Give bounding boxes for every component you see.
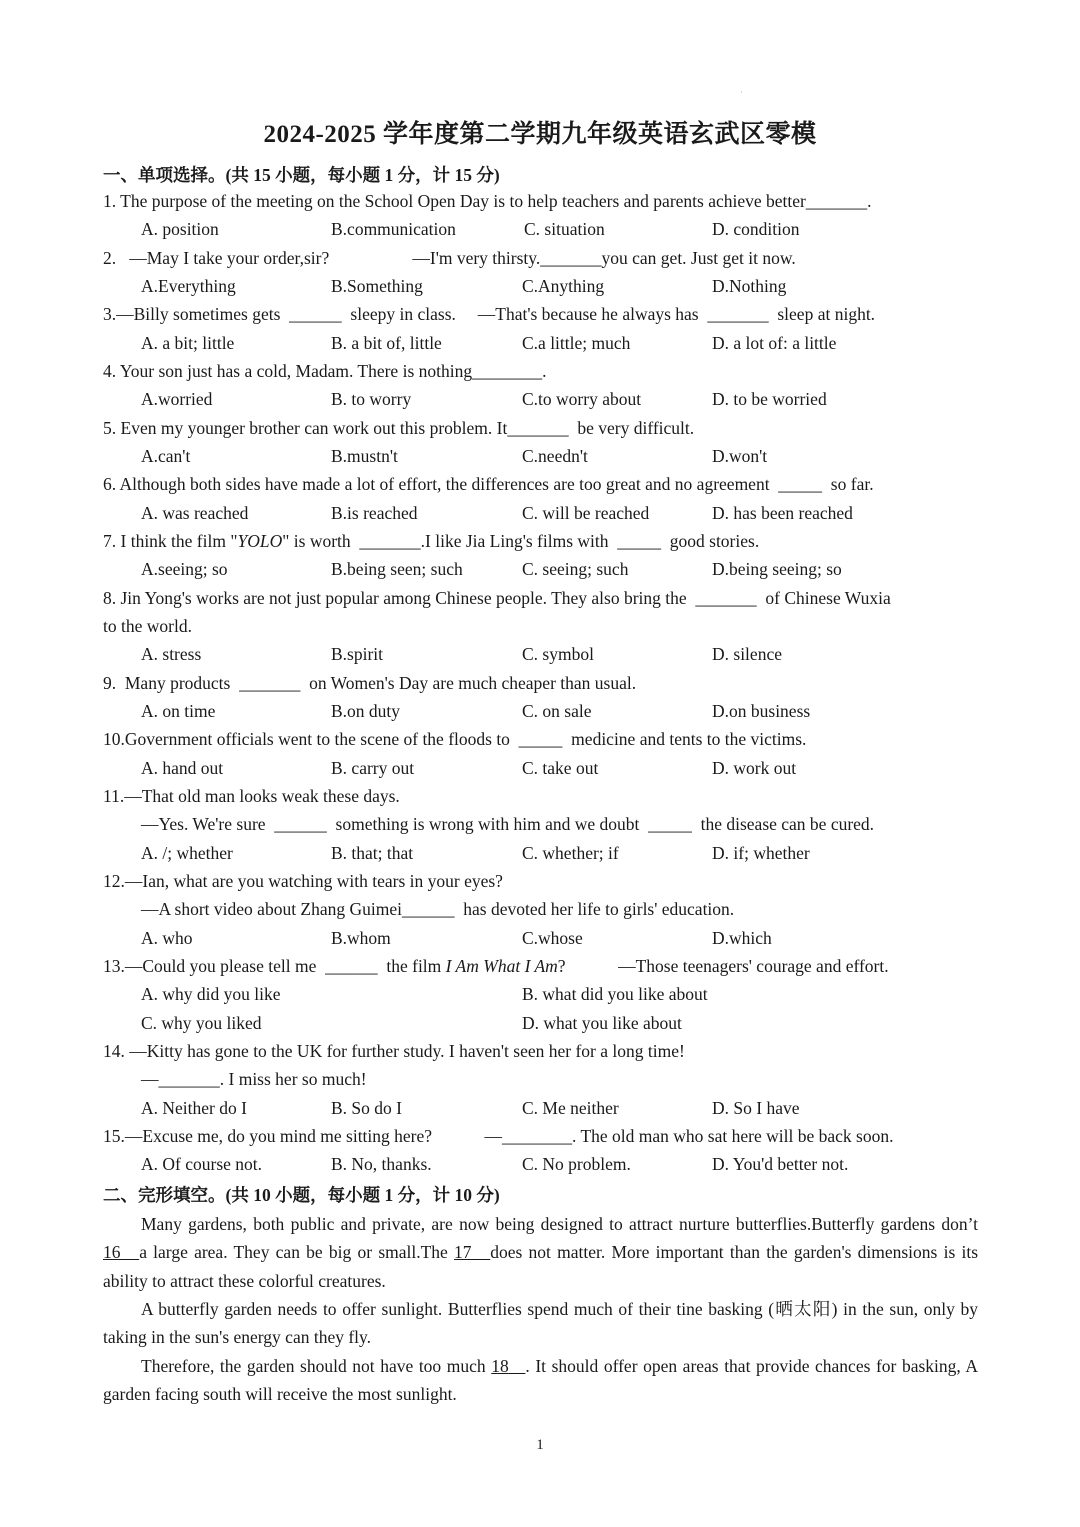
question-7-option-c: C. seeing; such bbox=[522, 559, 629, 579]
question-6-option-d: D. has been reached bbox=[712, 503, 853, 523]
question-6-option-b: B.is reached bbox=[331, 503, 418, 523]
question-7-option-a: A.seeing; so bbox=[141, 559, 228, 579]
question-8-option-c: C. symbol bbox=[522, 644, 594, 664]
question-12-option-a: A. who bbox=[141, 928, 193, 948]
question-2-option-b: B.Something bbox=[331, 276, 423, 296]
question-6-option-a: A. was reached bbox=[141, 503, 249, 523]
question-5-option-c: C.needn't bbox=[522, 446, 588, 466]
question-15-stem: 15.—Excuse me, do you mind me sitting here? —________. The old man who sat here will be back soon. bbox=[103, 1126, 894, 1146]
blank-18: 18 bbox=[491, 1356, 509, 1376]
passage-p1-text-a: Many gardens, both public and private, are now being designed to attract nurture butterflies.Butterfly gardens don’t bbox=[141, 1214, 978, 1234]
question-15-option-d: D. You'd better not. bbox=[712, 1154, 849, 1174]
question-12-stem: 12.—Ian, what are you watching with tears in your eyes? bbox=[103, 871, 503, 891]
section-heading-cloze: 二、完形填空。(共 10 小题，每小题 1 分，计 10 分) bbox=[103, 1185, 500, 1205]
question-7-stem-part-1: 7. I think the film " bbox=[103, 531, 238, 551]
question-4-option-c: C.to worry about bbox=[522, 389, 642, 409]
passage-p3-text-a: Therefore, the garden should not have too much bbox=[141, 1356, 492, 1376]
question-1-option-a: A. position bbox=[141, 219, 219, 239]
question-11-option-c: C. whether; if bbox=[522, 843, 619, 863]
question-13-stem-part-3: ? —Those teenagers' courage and effort. bbox=[557, 956, 889, 976]
question-14-stem-continued: —_______. I miss her so much! bbox=[141, 1069, 367, 1089]
question-9-option-b: B.on duty bbox=[331, 701, 401, 721]
question-7-stem-part-3: " is worth _______.I like Jia Ling's films with _____ good stories. bbox=[282, 531, 760, 551]
question-4-option-d: D. to be worried bbox=[712, 389, 827, 409]
page-title: 2024-2025 学年度第二学期九年级英语玄武区零模 bbox=[263, 121, 817, 148]
question-6-stem: 6. Although both sides have made a lot of effort, the differences are too great and no agreement _____ so far. bbox=[103, 474, 874, 494]
question-10-option-d: D. work out bbox=[712, 758, 797, 778]
question-13-option-b: B. what did you like about bbox=[522, 984, 708, 1004]
question-13-stem bbox=[103, 956, 889, 977]
question-5-option-d: D.won't bbox=[712, 446, 768, 466]
question-5-stem: 5. Even my younger brother can work out this problem. It_______ be very difficult. bbox=[103, 418, 695, 438]
question-12-stem-continued: —A short video about Zhang Guimei______ has devoted her life to girls' education. bbox=[141, 899, 735, 919]
question-15-option-a: A. Of course not. bbox=[141, 1154, 263, 1174]
question-6-option-c: C. will be reached bbox=[522, 503, 650, 523]
question-4-stem: 4. Your son just has a cold, Madam. There is nothing________. bbox=[103, 361, 547, 381]
question-2-option-a: A.Everything bbox=[141, 276, 236, 296]
passage-p1-text-b: a large area. They can be big or small.The bbox=[139, 1242, 455, 1263]
question-2-option-c: C.Anything bbox=[522, 276, 605, 296]
question-14-option-b: B. So do I bbox=[331, 1098, 402, 1118]
question-4-option-b: B. to worry bbox=[331, 389, 412, 409]
question-8-option-b: B.spirit bbox=[331, 644, 384, 664]
question-1-stem: 1. The purpose of the meeting on the School Open Day is to help teachers and parents achieve better_______. bbox=[103, 191, 872, 211]
film-title-i-am-what-i-am: I Am What I Am bbox=[445, 956, 558, 976]
question-13-stem-part-1: 13.—Could you please tell me ______ the film bbox=[103, 956, 446, 976]
passage-paragraph-2: A butterfly garden needs to offer sunlight. Butterflies spend much of their tine basking (晒太阳) in the sun, only by taking in the sun's energy can they fly. bbox=[103, 1299, 978, 1348]
question-1-option-b: B.communication bbox=[331, 219, 456, 239]
question-14-option-c: C. Me neither bbox=[522, 1098, 619, 1118]
question-14-stem: 14. —Kitty has gone to the UK for further study. I haven't seen her for a long time! bbox=[103, 1041, 685, 1061]
question-2-option-d: D.Nothing bbox=[712, 276, 787, 296]
question-9-option-c: C. on sale bbox=[522, 701, 592, 721]
question-10-option-c: C. take out bbox=[522, 758, 599, 778]
film-title-yolo: YOLO bbox=[237, 531, 283, 551]
question-5-option-a: A.can't bbox=[141, 446, 191, 466]
question-3-option-a: A. a bit; little bbox=[141, 333, 235, 353]
question-12-option-d: D.which bbox=[712, 928, 772, 948]
question-8-option-d: D. silence bbox=[712, 644, 782, 664]
question-9-option-d: D.on business bbox=[712, 701, 811, 721]
question-3-option-b: B. a bit of, little bbox=[331, 333, 442, 353]
question-7-option-b: B.being seen; such bbox=[331, 559, 463, 579]
question-9-option-a: A. on time bbox=[141, 701, 216, 721]
question-7-option-d: D.being seeing; so bbox=[712, 559, 842, 579]
question-13-option-c: C. why you liked bbox=[141, 1013, 262, 1033]
question-13-option-a: A. why did you like bbox=[141, 984, 281, 1004]
question-14-option-a: A. Neither do I bbox=[141, 1098, 247, 1118]
question-10-stem: 10.Government officials went to the scene of the floods to _____ medicine and tents to the victims. bbox=[103, 729, 807, 749]
scan-speck: · bbox=[740, 88, 743, 97]
question-11-stem-continued: —Yes. We're sure ______ something is wrong with him and we doubt _____ the disease can be cured. bbox=[141, 814, 875, 834]
question-8-option-a: A. stress bbox=[141, 644, 202, 664]
question-11-option-d: D. if; whether bbox=[712, 843, 810, 863]
question-4-option-a: A.worried bbox=[141, 389, 213, 409]
question-2-stem: 2. —May I take your order,sir? —I'm very thirsty._______you can get. Just get it now. bbox=[103, 248, 796, 268]
question-10-option-b: B. carry out bbox=[331, 758, 415, 778]
question-1-option-c: C. situation bbox=[524, 219, 605, 239]
passage-paragraph-1 bbox=[103, 1210, 978, 1295]
question-13-option-d: D. what you like about bbox=[522, 1013, 682, 1033]
question-15-option-c: C. No problem. bbox=[522, 1154, 631, 1174]
blank-16: 16 bbox=[103, 1242, 121, 1263]
question-5-option-b: B.mustn't bbox=[331, 446, 398, 466]
passage-paragraph-3 bbox=[103, 1352, 978, 1409]
question-3-option-c: C.a little; much bbox=[522, 333, 631, 353]
question-11-stem: 11.—That old man looks weak these days. bbox=[103, 786, 400, 806]
page-number: 1 bbox=[536, 1437, 544, 1453]
question-12-option-c: C.whose bbox=[522, 928, 583, 948]
question-3-stem: 3.—Billy sometimes gets ______ sleepy in class. —That's because he always has _______ sleep at night. bbox=[103, 304, 876, 324]
question-9-stem: 9. Many products _______ on Women's Day are much cheaper than usual. bbox=[103, 673, 637, 693]
question-7-stem bbox=[103, 531, 759, 552]
passage-p3-text-b: . It should offer open areas that provide chances for basking, A garden facing south will receive the most sunlight. bbox=[103, 1356, 978, 1405]
section-heading-single-choice: 一、单项选择。(共 15 小题，每小题 1 分，计 15 分) bbox=[103, 165, 500, 185]
question-3-option-d: D. a lot of: a little bbox=[712, 333, 837, 353]
blank-17: 17 bbox=[454, 1242, 472, 1263]
question-8-stem-continued: to the world. bbox=[103, 616, 192, 636]
question-11-option-a: A. /; whether bbox=[141, 843, 233, 863]
passage-p1-text-c: does not matter. More important than the garden's dimensions is its ability to attract these colorful creatures. bbox=[103, 1242, 979, 1291]
question-12-option-b: B.whom bbox=[331, 928, 391, 948]
question-10-option-a: A. hand out bbox=[141, 758, 224, 778]
question-11-option-b: B. that; that bbox=[331, 843, 414, 863]
question-1-option-d: D. condition bbox=[712, 219, 800, 239]
question-8-stem: 8. Jin Yong's works are not just popular among Chinese people. They also bring the _______ of Chinese Wuxia bbox=[103, 588, 891, 608]
question-15-option-b: B. No, thanks. bbox=[331, 1154, 432, 1174]
question-14-option-d: D. So I have bbox=[712, 1098, 800, 1118]
